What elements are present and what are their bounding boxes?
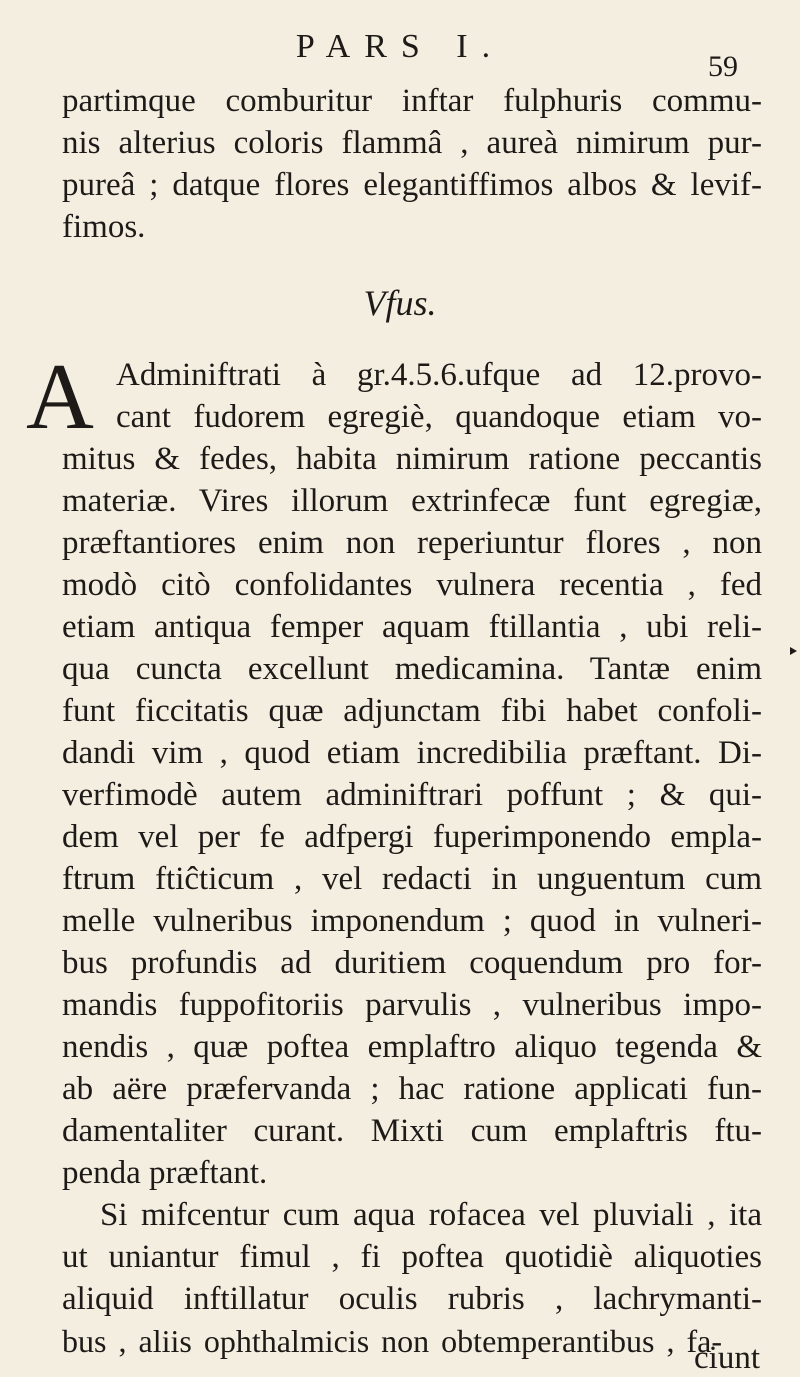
text-line: nis alterius coloris flammâ , aureà nimirum pur- [62, 125, 762, 161]
text-line: melle vulneribus imponendum ; quod in vulneri- [62, 903, 762, 939]
text-line: materiæ. Vires illorum extrinfecæ funt egregiæ, [62, 483, 762, 519]
text-line: dem vel per fe adfpergi fuperimponendo empla- [62, 819, 762, 855]
page-number: 59 [708, 50, 738, 83]
text-line: cant fudorem egregiè, quandoque etiam vo- [116, 399, 762, 435]
text-line: damentaliter curant. Mixti cum emplaftris ftu- [62, 1113, 762, 1149]
running-head: PARS I. [295, 28, 505, 65]
text-line: qua cuncta excellunt medicamina. Tantæ enim [62, 651, 762, 687]
text-line: partimque comburitur inftar fulphuris commu- [62, 83, 762, 119]
text-line: pureâ ; datque flores elegantiffimos albos & levif- [62, 167, 762, 203]
text-line: Adminiftrati à gr.4.5.6.ufque ad 12.provo- [116, 357, 762, 393]
text-line: mitus & fedes, habita nimirum ratione peccantis [62, 441, 762, 477]
catchword: ciunt [694, 1340, 760, 1376]
text-line: Si mifcentur cum aqua rofacea vel pluviali , ita [100, 1197, 762, 1233]
text-line: mandis fuppofitoriis parvulis , vulneribus impo- [62, 987, 762, 1023]
text-line: præftantiores enim non reperiuntur flores , non [62, 525, 762, 561]
text-line: modò citò confolidantes vulnera recentia , fed [62, 567, 762, 603]
text-line: verfimodè autem adminiftrari poffunt ; & qui- [62, 777, 762, 813]
text-line: ut uniantur fimul , fi poftea quotidiè aliquoties [62, 1239, 762, 1275]
text-line: nendis , quæ poftea emplaftro aliquo tegenda & [62, 1029, 762, 1065]
text-line: funt ficcitatis quæ adjunctam fibi habet confoli- [62, 693, 762, 729]
page-header [0, 28, 800, 88]
text-line: penda præftant. [62, 1155, 268, 1191]
text-line: fimos. [62, 209, 146, 245]
text-line: ftrum ftiĉticum , vel redacti in unguentum cum [62, 861, 762, 897]
text-line: aliquid inftillatur oculis rubris , lachrymanti- [62, 1281, 762, 1317]
margin-bullet-icon [788, 646, 798, 656]
text-line: bus profundis ad duritiem coquendum pro for- [62, 945, 762, 981]
text-line: etiam antiqua femper aquam ftillantia , ubi reli- [62, 609, 762, 645]
text-line: bus , aliis ophthalmicis non obtemperantibus , fa- [62, 1323, 722, 1359]
section-heading: Vfus. [363, 283, 437, 323]
text-line: dandi vim , quod etiam incredibilia præftant. Di- [62, 735, 762, 771]
text-line: ab aëre præfervanda ; hac ratione applicati fun- [62, 1071, 762, 1107]
drop-cap: A [26, 345, 94, 449]
